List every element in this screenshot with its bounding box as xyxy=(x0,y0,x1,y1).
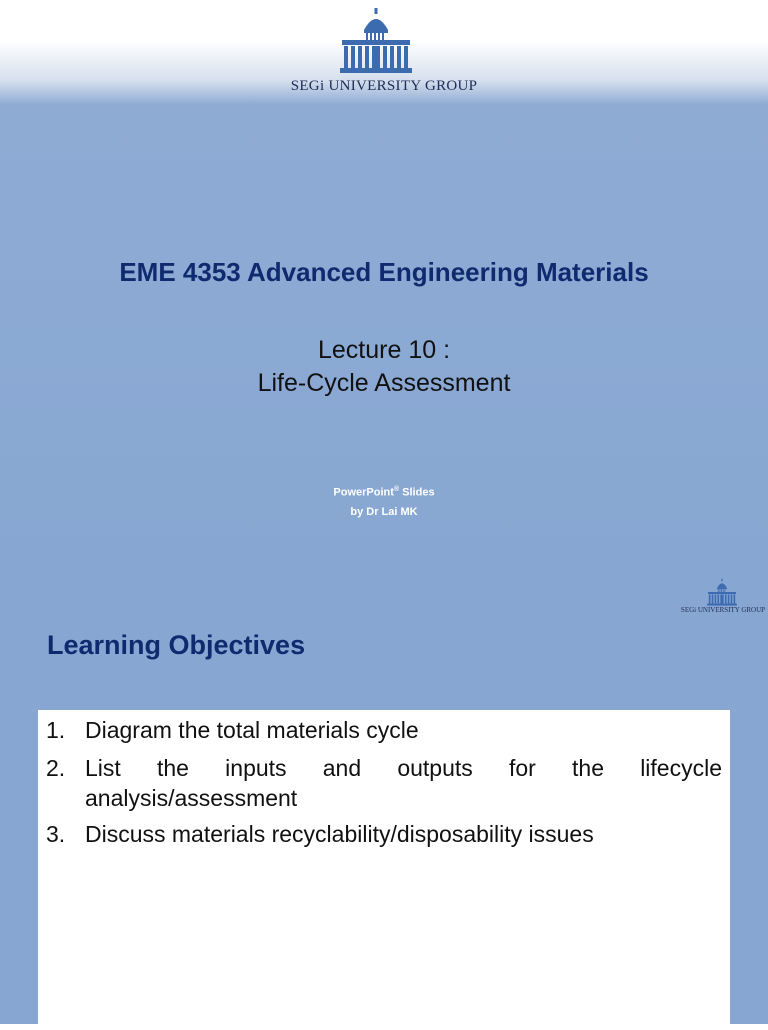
registered-mark: ® xyxy=(393,486,400,493)
objective-item xyxy=(46,715,722,745)
university-brand-small: SEGi UNIVERSITY GROUP xyxy=(680,606,766,614)
domed-building-icon xyxy=(340,6,412,74)
lecture-number: Lecture 10 : xyxy=(317,336,451,364)
domed-building-icon xyxy=(706,578,738,606)
credit-product: PowerPoint xyxy=(333,486,394,499)
course-title: EME 4353 Advanced Engineering Materials xyxy=(119,257,649,287)
objective-number: 1. xyxy=(46,717,66,743)
credit-line xyxy=(0,486,768,499)
objectives-heading: Learning Objectives xyxy=(47,630,306,660)
credit-author: by Dr Lai MK xyxy=(350,506,418,518)
university-brand: SEGi UNIVERSITY GROUP xyxy=(290,78,478,94)
credit-suffix: Slides xyxy=(399,486,435,499)
lecture-topic: Life-Cycle Assessment xyxy=(257,369,511,397)
objective-item xyxy=(46,819,722,849)
objective-number: 2. xyxy=(46,755,66,781)
objective-item xyxy=(46,753,722,813)
objective-number: 3. xyxy=(46,821,66,847)
objective-text: Discuss materials recyclability/disposability issues xyxy=(85,821,594,847)
objectives-list xyxy=(38,710,730,1030)
objective-text: Diagram the total materials cycle xyxy=(85,717,419,743)
objective-text: List the inputs and outputs for the lifecycle analysis/assessment xyxy=(85,755,722,811)
objectives-slide xyxy=(0,560,768,1024)
